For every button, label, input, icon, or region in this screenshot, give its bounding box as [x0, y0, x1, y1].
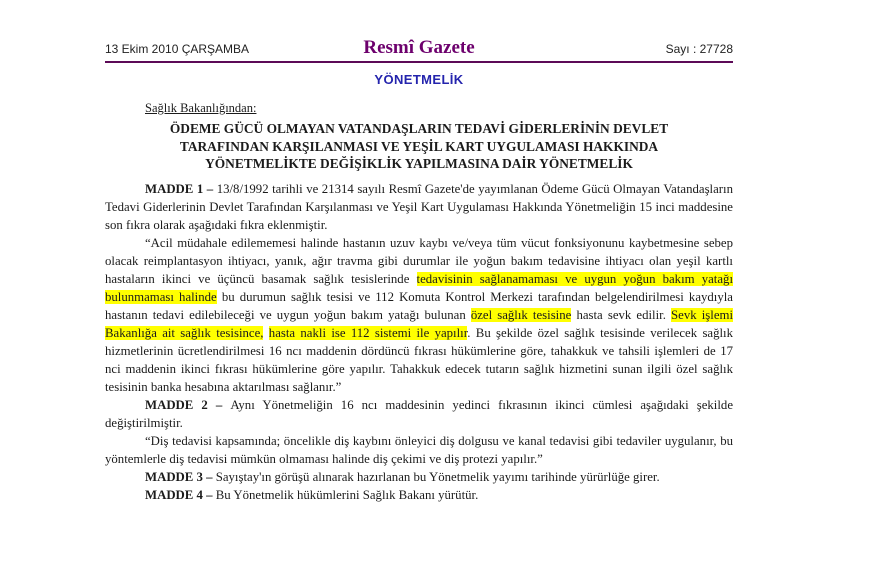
page-content [105, 38, 733, 504]
section-heading: YÖNETMELİK [374, 72, 464, 87]
madde-2-paragraph [105, 396, 733, 432]
highlighted-text: özel sağlık tesisine [470, 307, 572, 322]
madde-3-paragraph [105, 468, 733, 486]
regulation-title-line: YÖNETMELİKTE DEĞİŞİKLİK YAPILMASINA DAİR YÖNETMELİK [205, 156, 633, 171]
article-body [105, 180, 733, 504]
article-text: “Acil müdahale edilememesi halinde hastanın uzuv kaybı ve/veya tüm vücut fonksiyonunu kaybetmesine sebep olacak reimplantasyon ihtiyacı, yanık, ağır travma gibi durumlar ile yoğun bakım tedavisine ihtiyacı olan yeşil kartlı hastaların ikinci ve üçüncü basamak sağlık tesislerinde [105, 235, 733, 286]
article-text: Bu Yönetmelik hükümlerini Sağlık Bakanı yürütür. [215, 487, 479, 502]
article-label: MADDE 3 – [145, 469, 216, 484]
madde-4-paragraph [105, 486, 733, 504]
gazette-title: Resmî Gazete [363, 37, 475, 58]
regulation-title-line: TARAFINDAN KARŞILANMASI VE YEŞİL KART UYGULAMASI HAKKINDA [179, 138, 659, 154]
madde-1-added-clause-paragraph [105, 234, 733, 396]
article-label: MADDE 2 – [145, 397, 231, 412]
highlighted-text: hasta nakli ise 112 sistemi ile yapılır [268, 325, 468, 340]
article-label: MADDE 1 – [145, 181, 217, 196]
ministry-line: Sağlık Bakanlığından: [145, 101, 257, 115]
issue-date: 13 Ekim 2010 ÇARŞAMBA [105, 42, 250, 56]
issue-number: Sayı : 27728 [665, 42, 733, 56]
article-text: “Diş tedavisi kapsamında; öncelikle diş kaybını önleyici diş dolgusu ve kanal tedavisi gibi tedaviler uygulanır, bu yöntemlerle diş tedavisi mümkün olmaması halinde diş çekimi ve diş protezi yapılır.” [105, 433, 733, 466]
masthead [105, 38, 733, 63]
highlighted-text: tedavisinin sağlanamaması ve uygun yoğun bakım yatağı bulunmaması halinde [105, 271, 733, 304]
ministry-line-wrap [105, 101, 733, 116]
article-text: 13/8/1992 tarihli ve 21314 sayılı Resmî Gazete'de yayımlanan Ödeme Gücü Olmayan Vatandaşların Tedavi Giderlerinin Devlet Tarafından Karşılanması ve Yeşil Kart Uygulaması Hakkında Yönetmeliğin 15 inci maddesine son fıkra olarak aşağıdaki fıkra eklenmiştir. [105, 181, 733, 232]
madde-1-paragraph [105, 180, 733, 234]
madde-2-amended-sentence-paragraph [105, 432, 733, 468]
article-text: bu durumun sağlık tesisi ve 112 Komuta Kontrol Merkezi tarafından belgelendirilmesi kaydıyla hastanın tedavi edilebileceği ve uygun yoğun bakım yatağı bulunan [105, 289, 733, 322]
highlighted-text: Sevk işlemi Bakanlığa ait sağlık tesisince, [105, 307, 734, 340]
article-text: . Bu şekilde özel sağlık tesisinde verilecek sağlık hizmetlerinin ücretlendirilmesi 16 ncı maddenin dördüncü fıkrası hükümlerine göre, tahakkuk ve tahsili işlemleri de 17 nci maddenin ikinci fıkrası hükümlerine göre yapılır. Tahakkuk edecek tutarın sağlık hizmetini sunan ilgili özel sağlık tesisinin banka hesabına aktarılması sağlanır.” [105, 325, 734, 394]
article-text [263, 326, 268, 340]
article-text: Sayıştay'ın görüşü alınarak hazırlanan bu Yönetmelik yayımı tarihinde yürürlüğe girer. [215, 469, 660, 484]
article-text: Aynı Yönetmeliğin 16 ncı maddesinin yedinci fıkrasının ikinci cümlesi aşağıdaki şekilde değiştirilmiştir. [105, 397, 733, 430]
article-text: hasta sevk edilir. [571, 307, 672, 322]
article-label: MADDE 4 – [145, 487, 216, 502]
regulation-title-line: ÖDEME GÜCÜ OLMAYAN VATANDAŞLARIN TEDAVİ GİDERLERİNİN DEVLET [169, 121, 669, 136]
regulation-title [105, 120, 733, 173]
